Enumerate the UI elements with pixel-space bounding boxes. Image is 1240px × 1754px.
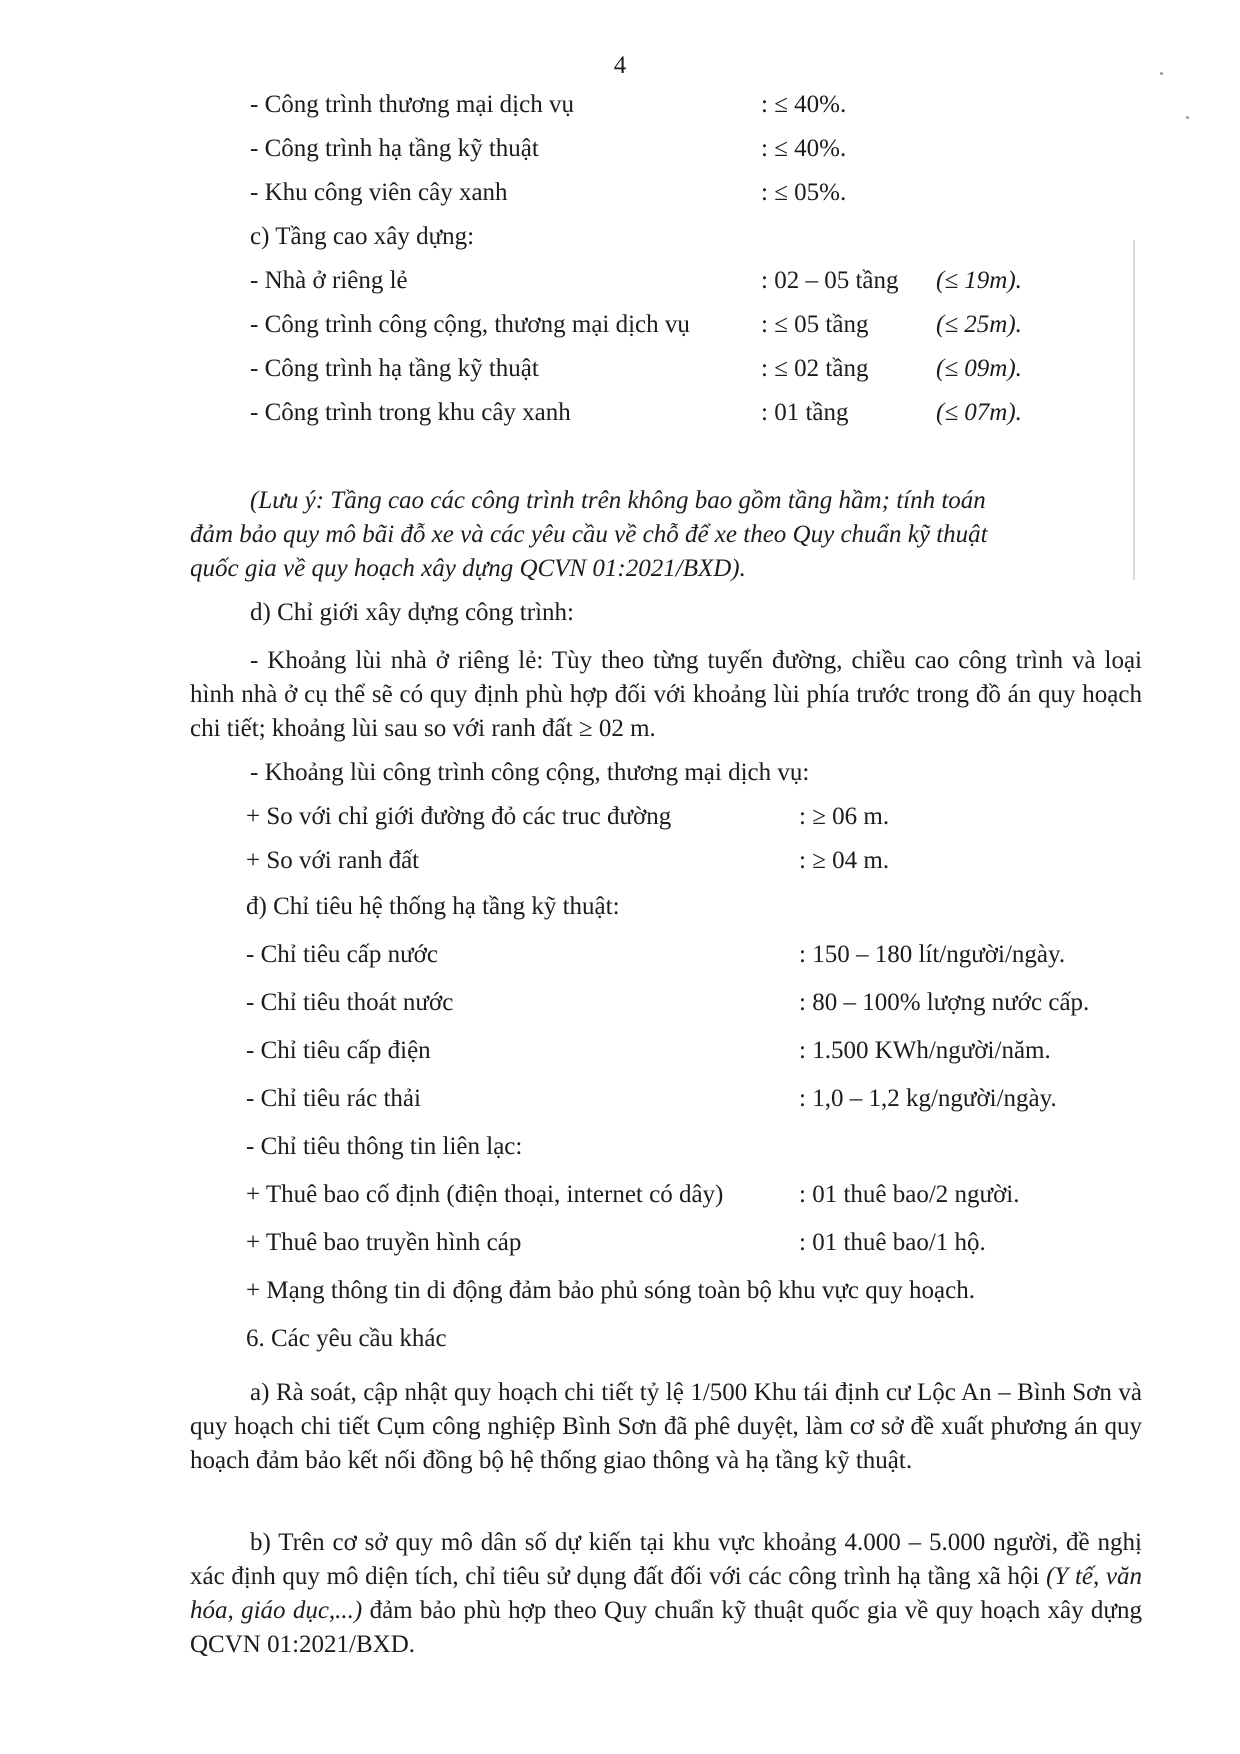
height-value: : 02 – 05 tầng [761,267,899,294]
height-label: - Công trình công cộng, thương mại dịch vụ [250,311,690,338]
paragraph-b-text-end: đảm bảo phù hợp theo Quy chuẩn kỹ thuật quốc gia về quy hoạch xây dựng QCVN 01:2021/BXD. [190,1597,1142,1658]
note-line: (Lưu ý: Tầng cao các công trình trên không bao gồm tầng hầm; tính toán [250,487,986,514]
public-setback-heading: - Khoảng lùi công trình công cộng, thương mại dịch vụ: [250,759,810,786]
row-label: - Khu công viên cây xanh [250,179,508,206]
section-dd-heading: đ) Chỉ tiêu hệ thống hạ tầng kỹ thuật: [246,893,620,920]
infra-value: : 80 – 100% lượng nước cấp. [799,989,1090,1016]
infra-label: - Chỉ tiêu thoát nước [246,989,454,1016]
setback-label: + So với ranh đất [246,847,420,874]
comm-label: + Thuê bao truyền hình cáp [246,1229,522,1256]
infra-value: : 150 – 180 lít/người/ngày. [799,941,1066,968]
mobile-line: + Mạng thông tin di động đảm bảo phủ sóng toàn bộ khu vực quy hoạch. [246,1277,975,1304]
height-label: - Công trình trong khu cây xanh [250,399,571,426]
height-value: : ≤ 05 tầng [761,311,869,338]
row-value: : ≤ 40%. [761,135,847,162]
height-label: - Nhà ở riêng lẻ [250,267,408,294]
row-value: : ≤ 40%. [761,91,847,118]
infra-label: - Chỉ tiêu cấp nước [246,941,438,968]
setback-label: + So với chỉ giới đường đỏ các truc đường [246,803,672,830]
height-value: : 01 tầng [761,399,849,426]
comm-value: : 01 thuê bao/2 người. [799,1181,1020,1208]
height-label: - Công trình hạ tầng kỹ thuật [250,355,539,382]
infra-label: - Chỉ tiêu cấp điện [246,1037,431,1064]
note-line: quốc gia về quy hoạch xây dựng QCVN 01:2021/BXD). [190,555,746,582]
comm-value: : 01 thuê bao/1 hộ. [799,1229,986,1256]
infra-value: : 1,0 – 1,2 kg/người/ngày. [799,1085,1057,1112]
page-number: 4 [613,52,627,79]
comm-label: + Thuê bao cố định (điện thoại, internet có dây) [246,1181,724,1208]
paragraph-b-text: b) Trên cơ sở quy mô dân số dự kiến tại khu vực khoảng 4.000 – 5.000 người, đề nghị xác định quy mô diện tích, chỉ tiêu sử dụng đất đối với các công trình hạ tầng xã hội [190,1529,1142,1590]
height-note: (≤ 09m). [936,355,1022,382]
section-6-heading: 6. Các yêu cầu khác [246,1325,447,1352]
setback-value: : ≥ 04 m. [799,847,890,874]
infra-value: : 1.500 KWh/người/năm. [799,1037,1051,1064]
scan-dot [1160,72,1163,75]
paragraph-b [190,1526,1142,1662]
height-note: (≤ 25m). [936,311,1022,338]
row-label: - Công trình thương mại dịch vụ [250,91,574,118]
setback-value: : ≥ 06 m. [799,803,890,830]
row-label: - Công trình hạ tầng kỹ thuật [250,135,539,162]
height-value: : ≤ 02 tầng [761,355,869,382]
height-note: (≤ 19m). [936,267,1022,294]
scan-dot [1186,116,1189,119]
paragraph-a: a) Rà soát, cập nhật quy hoạch chi tiết tỷ lệ 1/500 Khu tái định cư Lộc An – Bình Sơn và quy hoạch chi tiết Cụm công nghiệp Bình Sơn đã phê duyệt, làm cơ sở đề xuất phương án quy hoạch đảm bảo kết nối đồng bộ hệ thống giao thông và hạ tầng kỹ thuật. [190,1379,1142,1474]
scan-edge-line [1133,240,1135,580]
section-d-heading: d) Chỉ giới xây dựng công trình: [250,599,574,626]
infra-label: - Chỉ tiêu rác thải [246,1085,421,1112]
height-note: (≤ 07m). [936,399,1022,426]
section-c-heading: c) Tầng cao xây dựng: [250,223,475,250]
paragraph-b-italic: (Y tế, văn hóa, giáo dục,...) [190,1563,1142,1624]
row-value: : ≤ 05%. [761,179,847,206]
comm-heading: - Chỉ tiêu thông tin liên lạc: [246,1133,523,1160]
note-line: đảm bảo quy mô bãi đỗ xe và các yêu cầu về chỗ để xe theo Quy chuẩn kỹ thuật [190,521,988,548]
setback-paragraph: - Khoảng lùi nhà ở riêng lẻ: Tùy theo từng tuyến đường, chiều cao công trình và loại hình nhà ở cụ thể sẽ có quy định phù hợp đối với khoảng lùi phía trước trong đồ án quy hoạch chi tiết; khoảng lùi sau so với ranh đất ≥ 02 m. [190,647,1142,742]
